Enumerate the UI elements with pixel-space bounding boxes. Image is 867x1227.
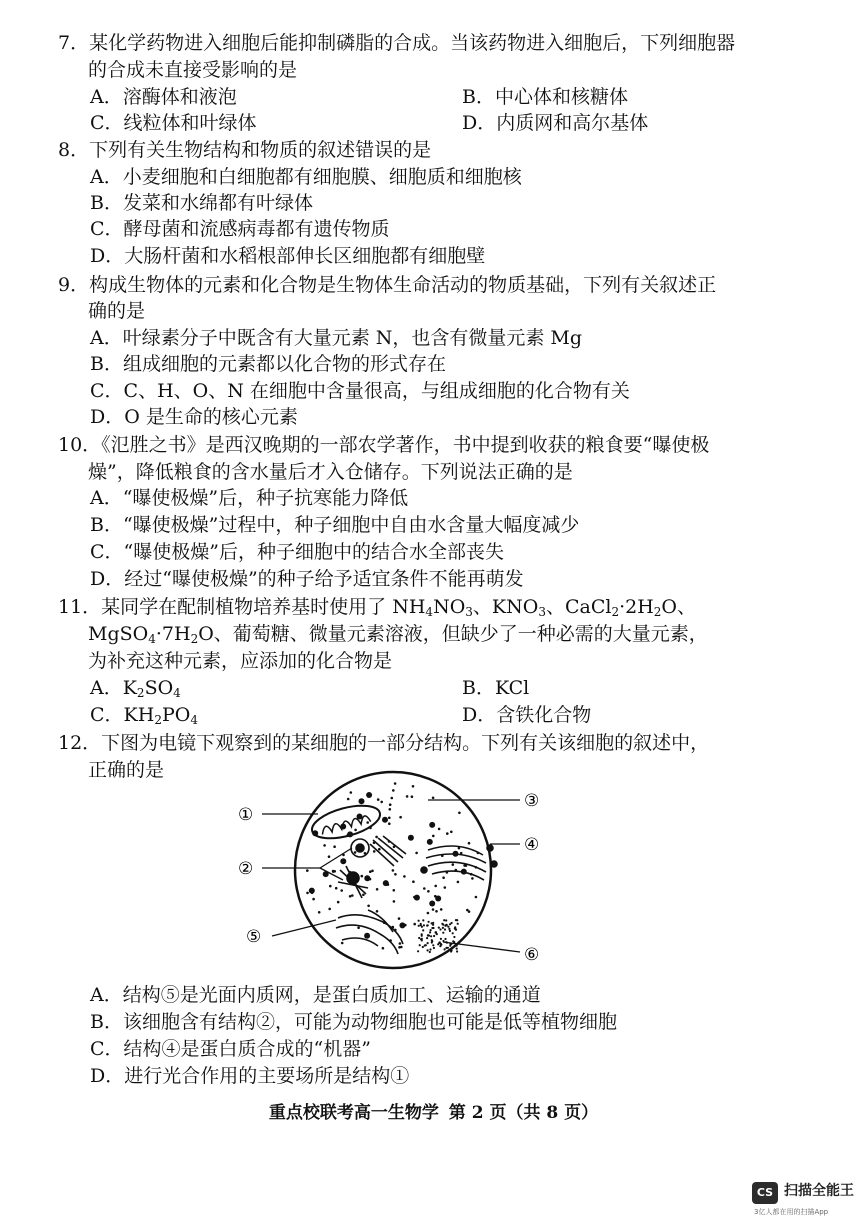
granule-dot bbox=[423, 887, 426, 890]
label-3: ③ bbox=[524, 791, 540, 811]
granule-dot bbox=[361, 875, 364, 878]
q8-option-b: B．发菜和水绵都有叶绿体 bbox=[90, 192, 313, 214]
granule-dot bbox=[427, 890, 430, 893]
granule-dot bbox=[309, 888, 315, 894]
ribosome-dot bbox=[456, 919, 458, 921]
ribosome-dot bbox=[445, 919, 447, 921]
q7-stem-line2: 的合成未直接受影响的是 bbox=[88, 59, 298, 81]
granule-dot bbox=[399, 922, 405, 928]
ribosome-dot bbox=[431, 927, 433, 929]
ribosome-dot bbox=[444, 928, 446, 930]
ribosome-dot bbox=[440, 938, 442, 940]
granule-dot bbox=[306, 869, 309, 872]
cytoplasm-granules bbox=[306, 782, 479, 949]
ribosome-dot bbox=[433, 935, 435, 937]
ribosome-dot bbox=[421, 935, 423, 937]
granule-dot bbox=[348, 879, 351, 882]
ribosome-dot bbox=[439, 928, 441, 930]
granule-dot bbox=[394, 782, 397, 785]
q12-option-c: C．结构④是蛋白质合成的“机器” bbox=[90, 1038, 371, 1060]
endoplasmic-reticulum-structure bbox=[336, 910, 403, 954]
q10-stem-line2: 燥”，降低粮食的含水量后才入仓储存。下列说法正确的是 bbox=[88, 461, 573, 483]
ribosome-dot bbox=[421, 926, 423, 928]
granule-dot bbox=[453, 851, 459, 857]
granule-dot bbox=[440, 908, 443, 911]
granule-dot bbox=[427, 912, 430, 915]
granule-dot bbox=[357, 926, 360, 929]
granule-dot bbox=[329, 885, 332, 888]
granule-dot bbox=[366, 821, 369, 824]
granule-dot bbox=[389, 803, 392, 806]
label-1: ① bbox=[238, 805, 254, 825]
label-2: ② bbox=[238, 859, 254, 879]
granule-dot bbox=[377, 798, 380, 801]
ribosome-dot bbox=[418, 937, 420, 939]
q10-option-c: C．“曝使极燥”后，种子细胞中的结合水全部丧失 bbox=[90, 541, 504, 563]
granule-dot bbox=[461, 869, 467, 875]
ribosome-dot bbox=[427, 934, 429, 936]
ribosome-dot bbox=[452, 932, 454, 934]
q12-stem-line2: 正确的是 bbox=[88, 759, 165, 781]
q12-option-d: D．进行光合作用的主要场所是结构① bbox=[90, 1065, 410, 1087]
granule-dot bbox=[354, 851, 357, 854]
granule-dot bbox=[376, 888, 379, 891]
granule-dot bbox=[373, 850, 376, 853]
scanner-app-name: 扫描全能王 bbox=[784, 1183, 854, 1199]
granule-dot bbox=[383, 880, 389, 886]
granule-dot bbox=[432, 908, 435, 911]
granule-dot bbox=[366, 792, 372, 798]
q9-option-a: A．叶绿素分子中既含有大量元素 N，也含有微量元素 Mg bbox=[90, 327, 583, 349]
q11-option-a: A．$K_2SO_4$ bbox=[90, 677, 181, 700]
granule-dot bbox=[412, 880, 415, 883]
q10-option-a: A．“曝使极燥”后，种子抗寒能力降低 bbox=[90, 487, 409, 509]
granule-dot bbox=[328, 908, 331, 911]
granule-dot bbox=[354, 829, 357, 832]
granule-dot bbox=[470, 873, 473, 876]
footer-page-number: 第 2 页（共 8 页） bbox=[448, 1103, 599, 1123]
q12-option-a: A．结构⑤是光面内质网，是蛋白质加工、运输的通道 bbox=[90, 984, 541, 1006]
granule-dot bbox=[389, 808, 392, 811]
ribosome-dot bbox=[423, 924, 425, 926]
granule-dot bbox=[341, 942, 344, 945]
granule-dot bbox=[441, 854, 444, 857]
granule-dot bbox=[340, 824, 346, 830]
ribosome-dot bbox=[420, 923, 422, 925]
granule-dot bbox=[347, 831, 353, 837]
ribosome-dot bbox=[427, 924, 429, 926]
granule-dot bbox=[392, 926, 395, 929]
ribosome-dot bbox=[451, 949, 453, 951]
q10-option-b: B．“曝使极燥”过程中，种子细胞中自由水含量大幅度减少 bbox=[90, 514, 580, 536]
ribosome-dot bbox=[431, 922, 433, 924]
granule-dot bbox=[413, 896, 416, 899]
q7-option-a: A．溶酶体和液泡 bbox=[90, 86, 237, 108]
q11-stem-line1: 11．某同学在配制植物培养基时使用了 $NH_4NO_3$、$KNO_3$、$CaCl_2\cdot 2H_2O$、 bbox=[58, 596, 696, 619]
granule-dot bbox=[471, 877, 474, 880]
q7-stem-line1: 7．某化学药物进入细胞后能抑制磷脂的合成。当该药物进入细胞后，下列细胞器 bbox=[58, 32, 736, 54]
granule-dot bbox=[391, 797, 394, 800]
granule-dot bbox=[369, 878, 372, 881]
q9-stem-line1: 9．构成生物体的元素和化合物是生物体生命活动的物质基础，下列有关叙述正 bbox=[58, 274, 717, 296]
granule-dot bbox=[347, 798, 350, 801]
granule-dot bbox=[375, 836, 378, 839]
ribosome-dot bbox=[428, 921, 430, 923]
ribosome-dot bbox=[439, 945, 441, 947]
q12-stem-line1: 12．下图为电镜下观察到的某细胞的一部分结构。下列有关该细胞的叙述中， bbox=[58, 732, 710, 754]
granule-dot bbox=[367, 905, 370, 908]
granule-dot bbox=[442, 876, 445, 879]
granule-dot bbox=[382, 817, 388, 823]
ribosome-dot bbox=[430, 929, 432, 931]
ribosome-dot bbox=[431, 940, 433, 942]
granule-dot bbox=[410, 835, 413, 838]
golgi-structure bbox=[421, 845, 497, 880]
ribosome-dot bbox=[427, 942, 429, 944]
granule-dot bbox=[388, 817, 391, 820]
granule-dot bbox=[388, 822, 391, 825]
granule-dot bbox=[369, 827, 372, 830]
ribosome-dot bbox=[432, 944, 434, 946]
granule-dot bbox=[359, 798, 365, 804]
granule-dot bbox=[468, 910, 471, 913]
q8-option-c: C．酵母菌和流感病毒都有遗传物质 bbox=[90, 218, 390, 240]
ribosome-dot bbox=[442, 927, 444, 929]
label-4: ④ bbox=[524, 835, 540, 855]
q8-stem-line1: 8．下列有关生物结构和物质的叙述错误的是 bbox=[58, 139, 432, 161]
granule-dot bbox=[318, 911, 321, 914]
ribosome-dot bbox=[453, 936, 455, 938]
ribosome-dot bbox=[442, 932, 444, 934]
q7-option-d: D．内质网和高尔基体 bbox=[462, 112, 649, 134]
granule-dot bbox=[429, 822, 435, 828]
q10-stem-line1: 10．《氾胜之书》是西汉晚期的一部农学著作，书中提到收获的粮食要“曝使极 bbox=[58, 434, 710, 456]
granule-dot bbox=[394, 873, 397, 876]
granule-dot bbox=[458, 847, 461, 850]
q9-option-d: D．O 是生命的核心元素 bbox=[90, 406, 298, 428]
ribosome-dot bbox=[456, 948, 458, 950]
granule-dot bbox=[376, 910, 379, 913]
q7-option-b: B．中心体和核糖体 bbox=[462, 86, 628, 108]
q11-option-d: D．含铁化合物 bbox=[462, 704, 592, 726]
ribosome-dot bbox=[456, 950, 458, 952]
granule-dot bbox=[438, 941, 441, 944]
ribosome-dot bbox=[449, 930, 451, 932]
granule-dot bbox=[369, 870, 372, 873]
centrosome-structure bbox=[338, 836, 406, 898]
ribosome-dot bbox=[438, 927, 440, 929]
granule-dot bbox=[399, 816, 402, 819]
granule-dot bbox=[333, 845, 336, 848]
granule-dot bbox=[452, 863, 455, 866]
cell-structure-diagram bbox=[228, 770, 558, 975]
granule-dot bbox=[362, 894, 365, 897]
page-footer bbox=[0, 1098, 867, 1123]
granule-dot bbox=[477, 852, 480, 855]
label-5: ⑤ bbox=[246, 927, 262, 947]
ribosome-dot bbox=[422, 929, 424, 931]
granule-dot bbox=[393, 889, 396, 892]
granule-dot bbox=[438, 828, 441, 831]
ribosome-dot bbox=[427, 949, 429, 951]
granule-dot bbox=[435, 910, 438, 913]
granule-dot bbox=[389, 939, 392, 942]
granule-dot bbox=[392, 869, 395, 872]
granule-dot bbox=[383, 921, 386, 924]
granule-dot bbox=[373, 842, 376, 845]
granule-dot bbox=[392, 789, 395, 792]
ribosome-dot bbox=[445, 947, 447, 949]
granule-dot bbox=[415, 852, 418, 855]
granule-dot bbox=[357, 877, 360, 880]
granule-dot bbox=[312, 898, 315, 901]
q8-option-a: A．小麦细胞和白细胞都有细胞膜、细胞质和细胞核 bbox=[90, 166, 522, 188]
granule-dot bbox=[445, 924, 448, 927]
granule-dot bbox=[446, 871, 449, 874]
q11-stem-line2: $MgSO_4\cdot 7H_2O$、葡萄糖、微量元素溶液，但缺少了一种必需的大量元素， bbox=[88, 623, 708, 646]
granule-dot bbox=[465, 864, 468, 867]
q12-option-b: B．该细胞含有结构②，可能为动物细胞也可能是低等植物细胞 bbox=[90, 1011, 617, 1033]
q9-stem-line2: 确的是 bbox=[88, 300, 146, 322]
granule-dot bbox=[306, 892, 309, 895]
label-6: ⑥ bbox=[524, 945, 540, 965]
ribosome-dot bbox=[426, 937, 428, 939]
granule-dot bbox=[357, 814, 363, 820]
granule-dot bbox=[400, 946, 403, 949]
granule-dot bbox=[406, 795, 409, 798]
granule-dot bbox=[378, 848, 381, 851]
granule-dot bbox=[432, 835, 435, 838]
granule-dot bbox=[312, 830, 318, 836]
granule-dot bbox=[388, 840, 391, 843]
q11-stem-line3: 为补充这种元素，应添加的化合物是 bbox=[88, 650, 393, 672]
granule-dot bbox=[335, 887, 338, 890]
granule-dot bbox=[349, 895, 352, 898]
ribosome-dot bbox=[457, 923, 459, 925]
ribosome-dot bbox=[447, 926, 449, 928]
granule-dot bbox=[458, 812, 461, 815]
granule-dot bbox=[364, 933, 370, 939]
ribosome-dot bbox=[429, 931, 431, 933]
scanner-tagline: 3亿人都在用的扫描App bbox=[754, 1208, 829, 1216]
granule-dot bbox=[444, 886, 447, 889]
ribosome-dot bbox=[422, 919, 424, 921]
granule-dot bbox=[350, 791, 353, 794]
ribosome-dot bbox=[419, 944, 421, 946]
granule-dot bbox=[340, 889, 343, 892]
ribosome-dot bbox=[443, 919, 445, 921]
granule-dot bbox=[450, 831, 453, 834]
q10-option-d: D．经过“曝使极燥”的种子给予适宜条件不能再萌发 bbox=[90, 568, 524, 590]
q9-option-c: C．C、H、O、N 在细胞中含量很高，与组成细胞的化合物有关 bbox=[90, 380, 630, 402]
ribosome-dot bbox=[422, 946, 424, 948]
q7-option-c: C．线粒体和叶绿体 bbox=[90, 112, 257, 134]
ribosome-dot bbox=[421, 939, 423, 941]
ribosome-dot bbox=[429, 951, 431, 953]
ribosome-dot bbox=[433, 947, 435, 949]
granule-dot bbox=[446, 832, 449, 835]
granule-dot bbox=[412, 785, 415, 788]
ribosome-dot bbox=[444, 948, 446, 950]
granule-dot bbox=[340, 858, 346, 864]
ribosome-dot bbox=[449, 923, 451, 925]
granule-dot bbox=[460, 852, 463, 855]
granule-dot bbox=[435, 896, 441, 902]
granule-dot bbox=[337, 901, 340, 904]
granule-dot bbox=[382, 947, 385, 950]
ribosome-dot bbox=[417, 950, 419, 952]
granule-dot bbox=[393, 846, 396, 849]
granule-dot bbox=[454, 927, 457, 930]
granule-dot bbox=[403, 875, 406, 878]
granule-dot bbox=[475, 896, 478, 899]
granule-dot bbox=[349, 871, 352, 874]
granule-dot bbox=[413, 923, 416, 926]
granule-dot bbox=[393, 900, 396, 903]
granule-dot bbox=[394, 929, 397, 932]
ribosome-dot bbox=[429, 948, 431, 950]
scanner-watermark bbox=[752, 1180, 862, 1220]
granule-dot bbox=[364, 852, 367, 855]
granule-dot bbox=[429, 901, 435, 907]
granule-dot bbox=[455, 869, 458, 872]
ribosome-dot bbox=[449, 945, 451, 947]
ribosome-dot bbox=[442, 924, 444, 926]
ribosome-dot bbox=[418, 925, 420, 927]
granule-dot bbox=[398, 917, 401, 920]
ribosome-dot bbox=[448, 928, 450, 930]
q11-option-c: C．$KH_2PO_4$ bbox=[90, 704, 198, 727]
granule-dot bbox=[323, 844, 326, 847]
scanner-logo-icon: CS bbox=[752, 1182, 778, 1204]
granule-dot bbox=[332, 870, 335, 873]
granule-dot bbox=[434, 885, 437, 888]
granule-dot bbox=[380, 801, 383, 804]
ribosome-dot bbox=[430, 935, 432, 937]
granule-dot bbox=[432, 797, 435, 800]
q11-option-b: B．KCl bbox=[462, 677, 530, 699]
ribosome-dot bbox=[425, 944, 427, 946]
ribosome-dot bbox=[444, 938, 446, 940]
q8-option-d: D．大肠杆菌和水稻根部伸长区细胞都有细胞壁 bbox=[90, 245, 486, 267]
footer-exam-name: 重点校联考高一生物学 bbox=[268, 1103, 439, 1123]
ribosome-dot bbox=[456, 945, 458, 947]
q9-option-b: B．组成细胞的元素都以化合物的形式存在 bbox=[90, 353, 446, 375]
ribosome-dot bbox=[418, 920, 420, 922]
granule-dot bbox=[475, 866, 478, 869]
granule-dot bbox=[411, 795, 414, 798]
granule-dot bbox=[435, 931, 438, 934]
granule-dot bbox=[427, 839, 433, 845]
granule-dot bbox=[457, 881, 460, 884]
granule-dot bbox=[399, 942, 402, 945]
granule-dot bbox=[328, 855, 331, 858]
granule-dot bbox=[468, 842, 471, 845]
